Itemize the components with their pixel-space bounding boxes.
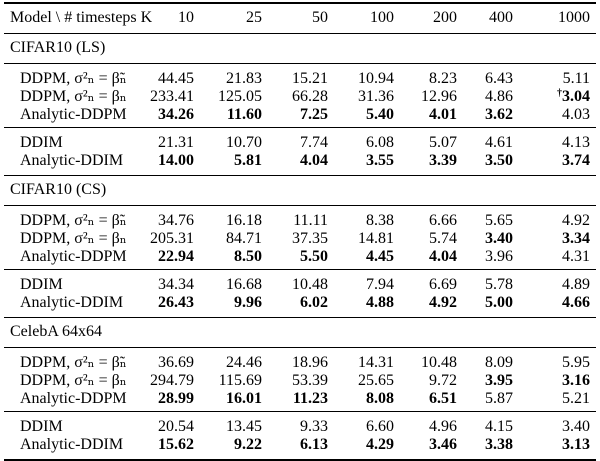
table-row xyxy=(4,417,596,437)
value-cell: 5.40 xyxy=(366,106,394,123)
value-cell: 5.74 xyxy=(429,230,457,247)
value-cell: 3.13 xyxy=(562,436,590,453)
value-cell: 3.55 xyxy=(366,152,394,169)
value-cell: 3.74 xyxy=(562,152,590,169)
value-cell: 4.92 xyxy=(562,212,590,229)
value-cell: 5.11 xyxy=(562,70,590,87)
value-cell: †3.04 xyxy=(557,88,590,105)
value-cell: 18.96 xyxy=(292,354,328,371)
section-title-row xyxy=(4,180,596,202)
value-cell: 4.15 xyxy=(485,418,513,435)
value-cell: 4.29 xyxy=(366,436,394,453)
value-cell: 6.08 xyxy=(366,134,394,151)
row-label: DDIM xyxy=(20,276,63,293)
row-label: DDPM, σ²ₙ = β̃ₙ xyxy=(20,70,127,87)
value-cell: 11.60 xyxy=(226,106,262,123)
header-col-200: 200 xyxy=(433,9,457,26)
value-cell: 10.48 xyxy=(421,354,457,371)
value-cell: 3.96 xyxy=(485,248,513,265)
value-cell: 31.36 xyxy=(358,88,394,105)
value-cell: 20.54 xyxy=(158,418,194,435)
row-label: Analytic-DDPM xyxy=(20,248,127,265)
header-col-25: 25 xyxy=(246,9,262,26)
value-cell: 12.96 xyxy=(421,88,457,105)
row-label: Analytic-DDPM xyxy=(20,106,127,123)
table-row xyxy=(4,275,596,295)
value-cell: 6.69 xyxy=(429,276,457,293)
value-cell: 28.99 xyxy=(158,390,194,407)
value-cell: 5.50 xyxy=(300,248,328,265)
value-cell: 3.34 xyxy=(562,230,590,247)
value-cell: 10.70 xyxy=(226,134,262,151)
value-cell: 14.81 xyxy=(358,230,394,247)
value-cell: 3.50 xyxy=(485,152,513,169)
value-cell: 25.65 xyxy=(358,372,394,389)
row-label: DDIM xyxy=(20,418,63,435)
header-col-400: 400 xyxy=(489,9,513,26)
value-cell: 16.68 xyxy=(226,276,262,293)
value-cell: 24.46 xyxy=(226,354,262,371)
table-row xyxy=(4,353,596,373)
value-cell: 7.94 xyxy=(366,276,394,293)
value-cell: 8.23 xyxy=(429,70,457,87)
value-cell: 10.94 xyxy=(358,70,394,87)
value-cell: 15.62 xyxy=(158,436,194,453)
value-cell: 66.28 xyxy=(292,88,328,105)
value-cell: 6.43 xyxy=(485,70,513,87)
value-cell: 16.18 xyxy=(226,212,262,229)
table-row xyxy=(4,293,596,313)
value-cell: 44.45 xyxy=(158,70,194,87)
value-cell: 4.66 xyxy=(562,294,590,311)
value-cell: 10.48 xyxy=(292,276,328,293)
section-end-rule xyxy=(4,175,596,176)
section-rule xyxy=(4,347,596,348)
section-rule xyxy=(4,205,596,206)
value-cell: 11.11 xyxy=(293,212,328,229)
section-title-row xyxy=(4,38,596,60)
value-cell: 9.72 xyxy=(429,372,457,389)
value-cell: 34.26 xyxy=(158,106,194,123)
value-cell: 6.51 xyxy=(429,390,457,407)
header-col-50: 50 xyxy=(312,9,328,26)
value-cell: 5.81 xyxy=(234,152,262,169)
row-label: Analytic-DDIM xyxy=(20,152,124,169)
value-cell: 6.13 xyxy=(300,436,328,453)
row-label: Analytic-DDPM xyxy=(20,390,127,407)
row-label: DDIM xyxy=(20,134,63,151)
value-cell: 4.89 xyxy=(562,276,590,293)
value-cell: 26.43 xyxy=(158,294,194,311)
header-label: Model \ # timesteps K xyxy=(10,9,153,26)
value-cell: 4.03 xyxy=(562,106,590,123)
value-cell: 7.74 xyxy=(300,134,328,151)
value-cell: 5.95 xyxy=(562,354,590,371)
value-cell: 4.04 xyxy=(429,248,457,265)
value-cell: 205.31 xyxy=(150,230,194,247)
value-cell: 53.39 xyxy=(292,372,328,389)
value-cell: 15.21 xyxy=(292,70,328,87)
value-cell: 3.38 xyxy=(485,436,513,453)
value-cell: 4.86 xyxy=(485,88,513,105)
group-rule xyxy=(4,269,596,270)
value-cell: 5.00 xyxy=(485,294,513,311)
value-cell: 84.71 xyxy=(226,230,262,247)
value-cell: 22.94 xyxy=(158,248,194,265)
value-cell: 3.39 xyxy=(429,152,457,169)
value-cell: 5.07 xyxy=(429,134,457,151)
value-cell: 294.79 xyxy=(150,372,194,389)
value-cell: 34.34 xyxy=(158,276,194,293)
row-label: DDPM, σ²ₙ = β̃ₙ xyxy=(20,354,127,371)
value-cell: 14.00 xyxy=(158,152,194,169)
value-cell: 4.96 xyxy=(429,418,457,435)
group-rule xyxy=(4,411,596,412)
section-title: CIFAR10 (LS) xyxy=(10,39,106,56)
value-cell: 37.35 xyxy=(292,230,328,247)
value-cell: 21.31 xyxy=(158,134,194,151)
value-cell: 5.78 xyxy=(485,276,513,293)
group-rule xyxy=(4,127,596,128)
value-cell: 115.69 xyxy=(218,372,262,389)
value-cell: 3.40 xyxy=(562,418,590,435)
value-cell: 3.95 xyxy=(485,372,513,389)
header-col-10: 10 xyxy=(178,9,194,26)
value-cell: 5.65 xyxy=(485,212,513,229)
table-row xyxy=(4,151,596,171)
value-cell: 4.04 xyxy=(300,152,328,169)
section-end-rule xyxy=(4,317,596,318)
value-cell: 16.01 xyxy=(226,390,262,407)
table-row xyxy=(4,371,596,391)
table-top-rule xyxy=(4,2,596,4)
value-cell: 4.45 xyxy=(366,248,394,265)
value-cell: 6.02 xyxy=(300,294,328,311)
table-row xyxy=(4,133,596,153)
value-cell: 9.22 xyxy=(234,436,262,453)
header-col-1000: 1000 xyxy=(558,9,590,26)
value-cell: 34.76 xyxy=(158,212,194,229)
value-cell: 6.60 xyxy=(366,418,394,435)
value-cell: 8.50 xyxy=(234,248,262,265)
table-row xyxy=(4,105,596,125)
value-cell: 4.13 xyxy=(562,134,590,151)
value-cell: 4.31 xyxy=(562,248,590,265)
table-row xyxy=(4,87,596,107)
section-title: CelebA 64x64 xyxy=(10,323,102,340)
value-cell: 4.88 xyxy=(366,294,394,311)
section-rule xyxy=(4,63,596,64)
section-title: CIFAR10 (CS) xyxy=(10,181,107,198)
value-cell: 5.21 xyxy=(562,390,590,407)
row-label: DDPM, σ²ₙ = β̃ₙ xyxy=(20,212,127,229)
value-cell: 36.69 xyxy=(158,354,194,371)
value-cell: 7.25 xyxy=(300,106,328,123)
value-cell: 21.83 xyxy=(226,70,262,87)
value-cell: 8.08 xyxy=(366,390,394,407)
value-cell: 3.46 xyxy=(429,436,457,453)
section-end-rule xyxy=(4,459,596,461)
value-cell: 11.23 xyxy=(292,390,328,407)
table-row xyxy=(4,247,596,267)
header-rule xyxy=(4,33,596,34)
value-cell: 14.31 xyxy=(358,354,394,371)
row-label: DDPM, σ²ₙ = βₙ xyxy=(20,230,127,247)
row-label: DDPM, σ²ₙ = βₙ xyxy=(20,372,127,389)
value-cell: 3.16 xyxy=(562,372,590,389)
table-row xyxy=(4,435,596,455)
value-cell: 8.09 xyxy=(485,354,513,371)
table-row xyxy=(4,69,596,89)
value-cell: 125.05 xyxy=(218,88,262,105)
value-cell: 4.61 xyxy=(485,134,513,151)
value-cell: 4.92 xyxy=(429,294,457,311)
value-cell: 3.62 xyxy=(485,106,513,123)
section-title-row xyxy=(4,322,596,344)
value-cell: 9.33 xyxy=(300,418,328,435)
dagger-mark: † xyxy=(557,88,562,99)
row-label: Analytic-DDIM xyxy=(20,294,124,311)
value-cell: 8.38 xyxy=(366,212,394,229)
value-cell: 6.66 xyxy=(429,212,457,229)
table-row xyxy=(4,229,596,249)
value-cell: 3.40 xyxy=(485,230,513,247)
value-cell: 5.87 xyxy=(485,390,513,407)
header-row xyxy=(4,8,596,30)
table-row xyxy=(4,211,596,231)
value-cell: 13.45 xyxy=(226,418,262,435)
value-cell: 9.96 xyxy=(234,294,262,311)
row-label: DDPM, σ²ₙ = βₙ xyxy=(20,88,127,105)
value-cell: 233.41 xyxy=(150,88,194,105)
value-cell: 4.01 xyxy=(429,106,457,123)
table-row xyxy=(4,389,596,409)
header-col-100: 100 xyxy=(370,9,394,26)
row-label: Analytic-DDIM xyxy=(20,436,124,453)
